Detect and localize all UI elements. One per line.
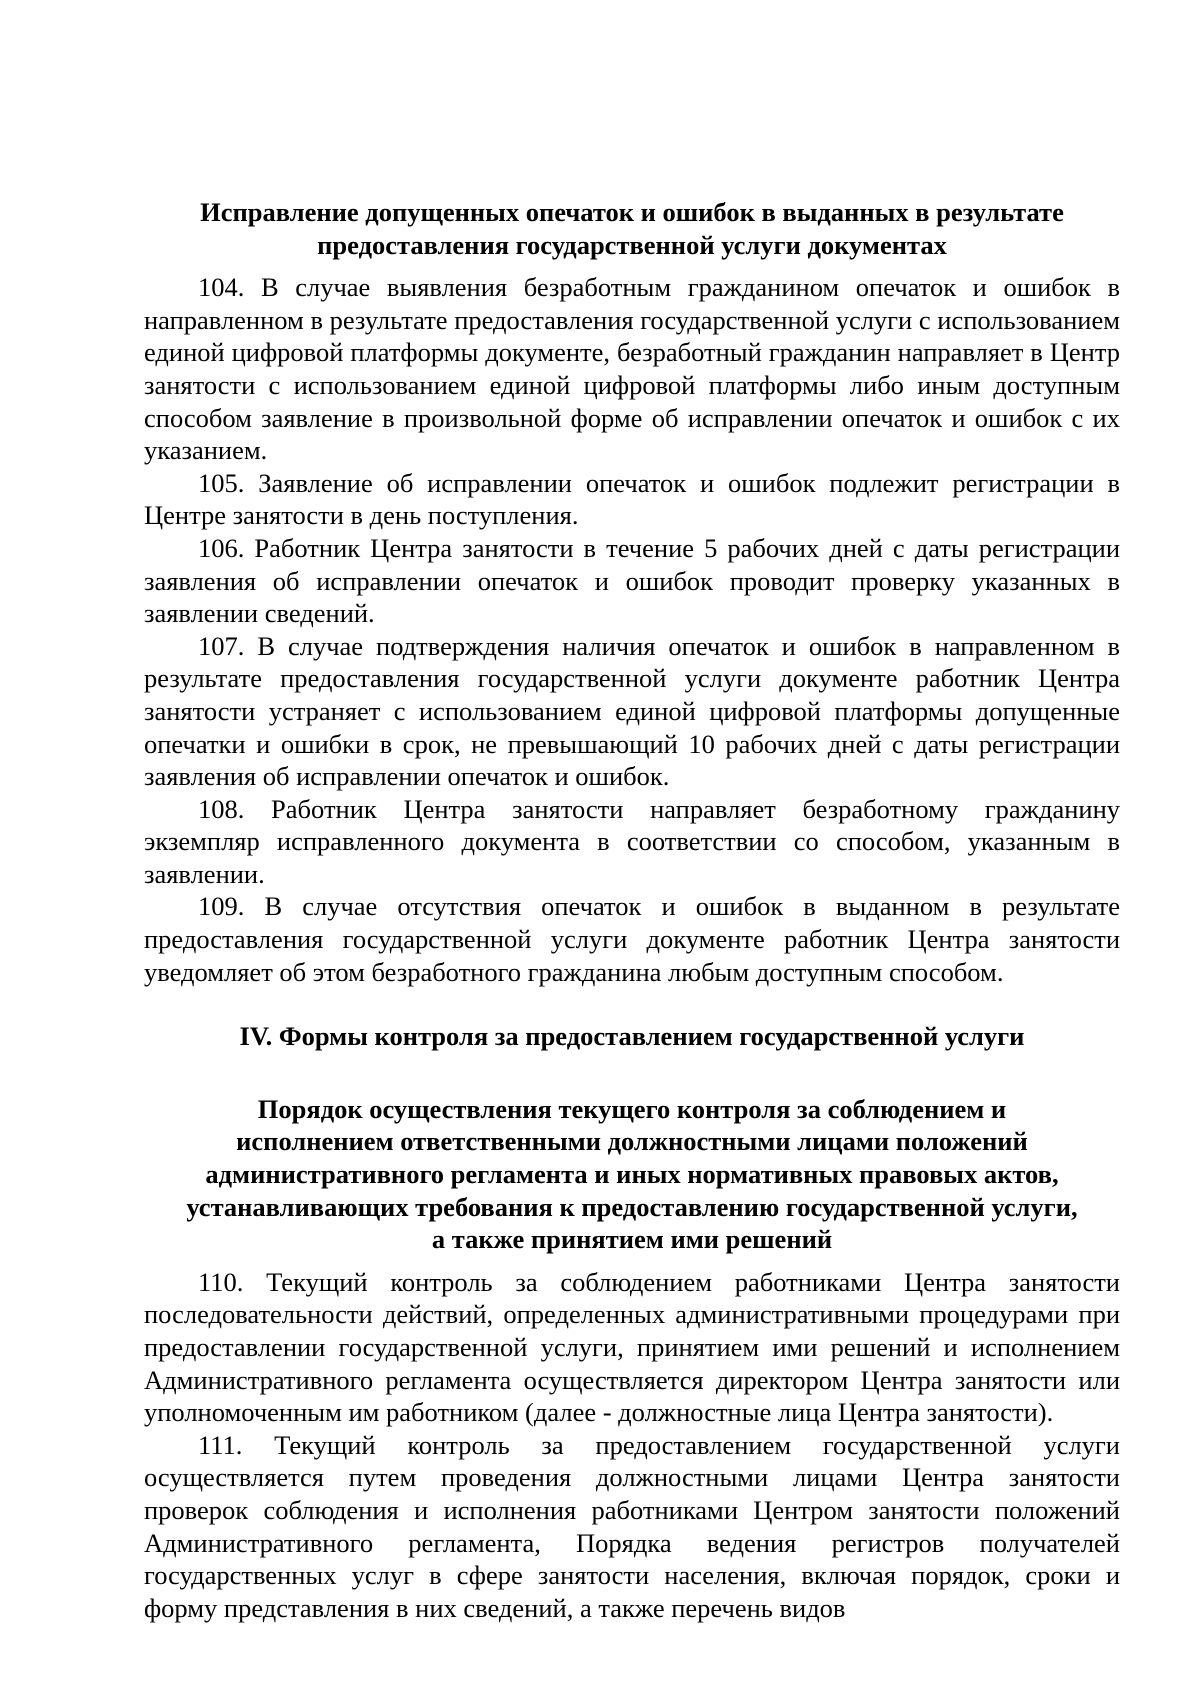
spacer bbox=[144, 1053, 1120, 1093]
paragraph-110: 110. Текущий контроль за соблюдением работниками Центра занятости последовательности действий, определенных административными процедурами при предоставлении государственной услуги, принятием ими решений и исполнением Административного регламента осуществляется директором Центра занятости или уполномоченным им работником (далее - должностные лица Центра занятости). bbox=[144, 1266, 1120, 1428]
spacer bbox=[144, 261, 1120, 271]
heading-line: административного регламента и иных нормативных правовых актов, bbox=[205, 1159, 1059, 1190]
heading-line: устанавливающих требования к предоставлению государственной услуги, bbox=[186, 1191, 1078, 1222]
heading-line: а также принятием ими решений bbox=[431, 1224, 833, 1255]
heading-line: исполнением ответственными должностными лицами положений bbox=[236, 1126, 1028, 1157]
paragraph-106: 106. Работник Центра занятости в течение 5 рабочих дней с даты регистрации заявления об исправлении опечаток и ошибок проводит проверку указанных в заявлении сведений. bbox=[144, 532, 1120, 629]
paragraph-108: 108. Работник Центра занятости направляет безработному гражданину экземпляр исправленного документа в соответствии со способом, указанным в заявлении. bbox=[144, 793, 1120, 889]
spacer bbox=[144, 988, 1120, 1020]
heading-line: предоставления государственной услуги документах bbox=[317, 229, 947, 260]
paragraph-104: 104. В случае выявления безработным гражданином опечаток и ошибок в направленном в результате предоставления государственной услуги с использованием единой цифровой платформы документе, безработный гражданин направляет в Центр занятости с использованием единой цифровой платформы либо иным доступным способом заявление в произвольной форме об исправлении опечаток и ошибок с их указанием. bbox=[144, 272, 1120, 466]
section-heading-typo-correction bbox=[144, 196, 1120, 261]
spacer bbox=[144, 1256, 1120, 1266]
paragraph-111: 111. Текущий контроль за предоставлением государственной услуги осуществляется путем проведения должностными лицами Центра занятости проверок соблюдения и исполнения работниками Центром занятости положений Административного регламента, Порядка ведения регистров получателей государственных услуг в сфере занятости населения, включая порядок, сроки и форму представления в них сведений, а также перечень видов bbox=[144, 1429, 1120, 1623]
paragraph-105: 105. Заявление об исправлении опечаток и ошибок подлежит регистрации в Центре занятости в день поступления. bbox=[144, 467, 1120, 531]
paragraph-109: 109. В случае отсутствия опечаток и ошибок в выданном в результате предоставления государственной услуги документе работник Центра занятости уведомляет об этом безработного гражданина любым доступным способом. bbox=[144, 891, 1120, 987]
heading-line: Порядок осуществления текущего контроля за соблюдением и bbox=[257, 1093, 1007, 1124]
chapter-title: IV. Формы контроля за предоставлением государственной услуги bbox=[239, 1021, 1025, 1052]
paragraph-107: 107. В случае подтверждения наличия опечаток и ошибок в направленном в результате предоставления государственной услуги документе работник Центра занятости устраняет с использованием единой цифровой платформы допущенные опечатки и ошибки в срок, не превышающий 10 рабочих дней с даты регистрации заявления об исправлении опечаток и ошибок. bbox=[144, 630, 1120, 792]
heading-line: Исправление допущенных опечаток и ошибок в выданных в результате bbox=[200, 197, 1064, 227]
section-heading-current-control bbox=[144, 1093, 1120, 1256]
document-page bbox=[144, 196, 1120, 1624]
